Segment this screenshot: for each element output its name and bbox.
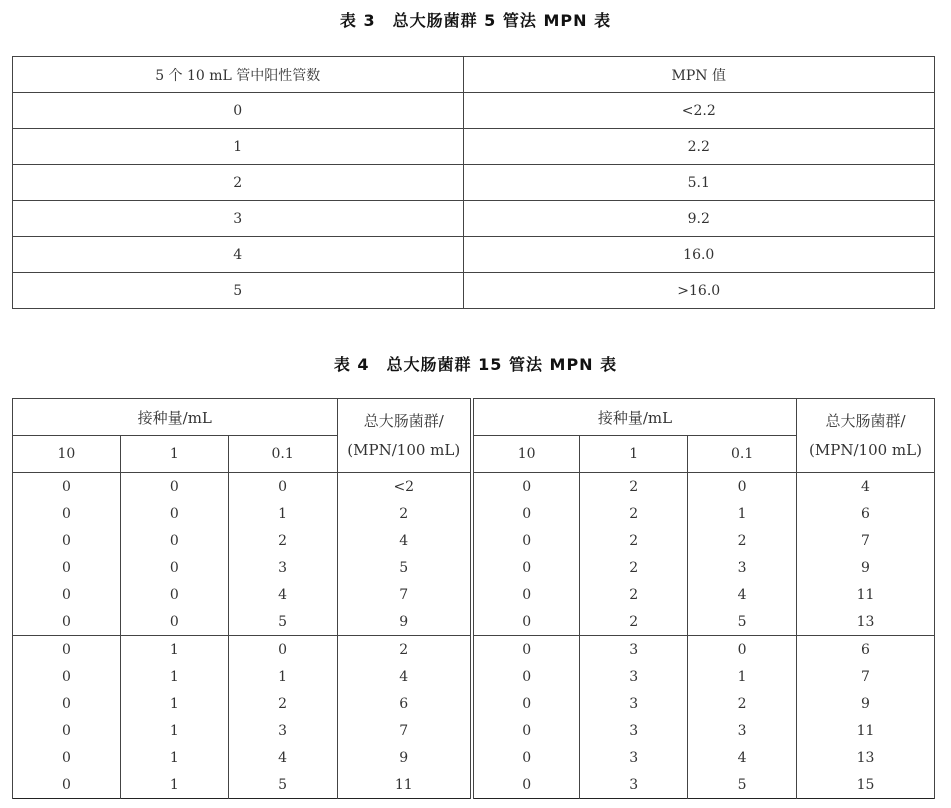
table-row	[13, 744, 935, 771]
inoc-10-cell: 0	[13, 636, 121, 664]
inoc-1-cell: 1	[120, 744, 228, 771]
inoc-0.1-cell: 2	[228, 527, 337, 554]
inoc-1-cell: 1	[120, 717, 228, 744]
inoc-0.1-cell: 4	[228, 744, 337, 771]
table3	[12, 56, 935, 309]
table-row	[13, 201, 935, 237]
inoc-10-cell: 0	[13, 554, 121, 581]
mpn-cell: 6	[797, 500, 935, 527]
mpn-cell: 7	[797, 527, 935, 554]
inoc-1-cell: 2	[580, 500, 688, 527]
mpn-cell: 2	[337, 636, 472, 664]
inoc-0.1-cell: 5	[228, 771, 337, 799]
inoc-1-cell: 3	[580, 690, 688, 717]
inoc-10-cell: 0	[472, 717, 580, 744]
table-row	[13, 237, 935, 273]
inoc-0.1-cell: 3	[688, 554, 797, 581]
mpn-cell: 9	[797, 554, 935, 581]
mpn-cell: 7	[337, 717, 472, 744]
inoc-1-cell: 2	[580, 608, 688, 636]
mpn-cell: 15	[797, 771, 935, 799]
positive-tubes-cell: 3	[13, 201, 464, 237]
table-row	[13, 608, 935, 636]
table-row	[13, 717, 935, 744]
table4-subheader-1-right: 1	[580, 436, 688, 473]
mpn-cell: 11	[797, 717, 935, 744]
inoc-1-cell: 3	[580, 744, 688, 771]
inoc-10-cell: 0	[13, 500, 121, 527]
table-row	[13, 93, 935, 129]
inoc-1-cell: 0	[120, 500, 228, 527]
table4-result-header-right: 总大肠菌群/ (MPN/100 mL)	[797, 399, 935, 473]
inoc-1-cell: 0	[120, 554, 228, 581]
table4	[12, 398, 935, 799]
inoc-10-cell: 0	[472, 527, 580, 554]
inoc-10-cell: 0	[472, 636, 580, 664]
inoc-10-cell: 0	[472, 744, 580, 771]
inoc-1-cell: 1	[120, 771, 228, 799]
mpn-cell: 9	[337, 744, 472, 771]
inoc-0.1-cell: 5	[688, 608, 797, 636]
table4-subheader-10-right: 10	[472, 436, 580, 473]
table-row	[13, 636, 935, 664]
inoc-10-cell: 0	[472, 608, 580, 636]
table3-header-positive-tubes: 5 个 10 mL 管中阳性管数	[13, 57, 464, 93]
inoc-10-cell: 0	[472, 473, 580, 501]
table-row	[13, 554, 935, 581]
positive-tubes-cell: 0	[13, 93, 464, 129]
mpn-cell: 4	[797, 473, 935, 501]
inoc-1-cell: 2	[580, 473, 688, 501]
table-row	[13, 771, 935, 799]
inoc-1-cell: 1	[120, 663, 228, 690]
table-row	[13, 500, 935, 527]
inoc-0.1-cell: 3	[228, 554, 337, 581]
inoc-1-cell: 1	[120, 690, 228, 717]
mpn-value-cell: 2.2	[463, 129, 935, 165]
mpn-value-cell: <2.2	[463, 93, 935, 129]
inoc-10-cell: 0	[13, 663, 121, 690]
mpn-cell: 4	[337, 527, 472, 554]
mpn-value-cell: 16.0	[463, 237, 935, 273]
mpn-cell: 9	[337, 608, 472, 636]
inoc-10-cell: 0	[472, 663, 580, 690]
table-row	[13, 273, 935, 309]
inoc-0.1-cell: 0	[688, 636, 797, 664]
inoc-1-cell: 3	[580, 717, 688, 744]
inoc-10-cell: 0	[13, 527, 121, 554]
mpn-cell: 5	[337, 554, 472, 581]
table4-inoculum-header-right: 接种量/mL	[472, 399, 797, 436]
mpn-cell: 7	[337, 581, 472, 608]
inoc-10-cell: 0	[13, 473, 121, 501]
mpn-cell: 9	[797, 690, 935, 717]
inoc-1-cell: 3	[580, 636, 688, 664]
mpn-cell: 7	[797, 663, 935, 690]
inoc-0.1-cell: 1	[688, 500, 797, 527]
inoc-0.1-cell: 2	[228, 690, 337, 717]
table-row	[13, 690, 935, 717]
inoc-10-cell: 0	[472, 690, 580, 717]
mpn-cell: 11	[337, 771, 472, 799]
table3-body	[13, 93, 935, 309]
table3-header-mpn-value: MPN 值	[463, 57, 935, 93]
inoc-1-cell: 3	[580, 663, 688, 690]
inoc-0.1-cell: 5	[228, 608, 337, 636]
inoc-0.1-cell: 1	[228, 500, 337, 527]
inoc-1-cell: 2	[580, 554, 688, 581]
positive-tubes-cell: 2	[13, 165, 464, 201]
table4-result-header-left: 总大肠菌群/ (MPN/100 mL)	[337, 399, 472, 473]
inoc-0.1-cell: 2	[688, 527, 797, 554]
table4-group-1	[13, 473, 935, 636]
inoc-1-cell: 0	[120, 608, 228, 636]
mpn-cell: 13	[797, 608, 935, 636]
inoc-1-cell: 1	[120, 636, 228, 664]
table-row	[13, 663, 935, 690]
inoc-10-cell: 0	[472, 771, 580, 799]
inoc-10-cell: 0	[472, 554, 580, 581]
inoc-0.1-cell: 5	[688, 771, 797, 799]
mpn-cell: 4	[337, 663, 472, 690]
inoc-1-cell: 3	[580, 771, 688, 799]
inoc-0.1-cell: 0	[228, 636, 337, 664]
table4-group-2	[13, 636, 935, 799]
mpn-value-cell: 5.1	[463, 165, 935, 201]
inoc-0.1-cell: 3	[688, 717, 797, 744]
mpn-cell: <2	[337, 473, 472, 501]
table-row	[13, 129, 935, 165]
inoc-1-cell: 2	[580, 581, 688, 608]
inoc-1-cell: 0	[120, 581, 228, 608]
mpn-cell: 6	[337, 690, 472, 717]
table4-subheader-10-left: 10	[13, 436, 121, 473]
inoc-0.1-cell: 0	[228, 473, 337, 501]
positive-tubes-cell: 4	[13, 237, 464, 273]
inoc-0.1-cell: 2	[688, 690, 797, 717]
inoc-0.1-cell: 3	[228, 717, 337, 744]
positive-tubes-cell: 1	[13, 129, 464, 165]
inoc-0.1-cell: 1	[688, 663, 797, 690]
inoc-10-cell: 0	[13, 771, 121, 799]
table-row	[13, 581, 935, 608]
inoc-1-cell: 0	[120, 473, 228, 501]
inoc-10-cell: 0	[472, 500, 580, 527]
table4-subheader-1-left: 1	[120, 436, 228, 473]
table3-caption: 表 3 总大肠菌群 5 管法 MPN 表	[339, 11, 612, 30]
inoc-0.1-cell: 4	[228, 581, 337, 608]
inoc-1-cell: 2	[580, 527, 688, 554]
inoc-10-cell: 0	[13, 690, 121, 717]
mpn-cell: 6	[797, 636, 935, 664]
table4-inoculum-header-left: 接种量/mL	[13, 399, 338, 436]
mpn-cell: 11	[797, 581, 935, 608]
table4-caption: 表 4 总大肠菌群 15 管法 MPN 表	[333, 355, 618, 374]
inoc-0.1-cell: 1	[228, 663, 337, 690]
table4-subheader-0.1-right: 0.1	[688, 436, 797, 473]
inoc-10-cell: 0	[472, 581, 580, 608]
inoc-10-cell: 0	[13, 608, 121, 636]
mpn-value-cell: 9.2	[463, 201, 935, 237]
inoc-10-cell: 0	[13, 717, 121, 744]
table4-subheader-0.1-left: 0.1	[228, 436, 337, 473]
mpn-value-cell: >16.0	[463, 273, 935, 309]
inoc-0.1-cell: 0	[688, 473, 797, 501]
inoc-1-cell: 0	[120, 527, 228, 554]
inoc-10-cell: 0	[13, 744, 121, 771]
inoc-0.1-cell: 4	[688, 581, 797, 608]
inoc-0.1-cell: 4	[688, 744, 797, 771]
table-row	[13, 165, 935, 201]
table-row	[13, 473, 935, 501]
mpn-cell: 13	[797, 744, 935, 771]
table-row	[13, 527, 935, 554]
inoc-10-cell: 0	[13, 581, 121, 608]
positive-tubes-cell: 5	[13, 273, 464, 309]
mpn-cell: 2	[337, 500, 472, 527]
